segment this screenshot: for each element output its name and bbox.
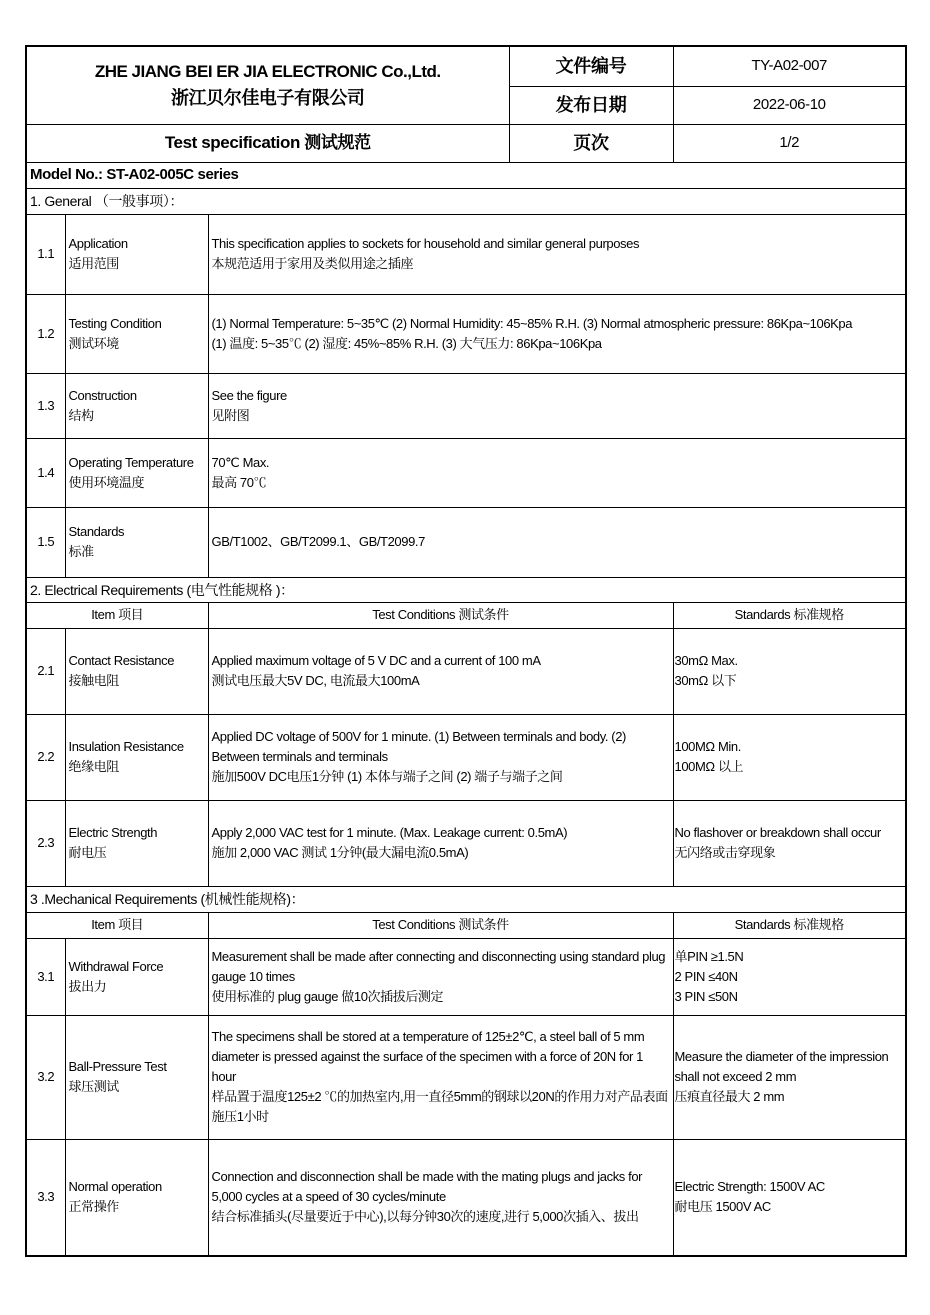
- test-conditions: [208, 800, 673, 886]
- text-line: 结合标准插头(尽量要近于中心),以每分钟30次的速度,进行 5,000次插入、拔出: [211, 1209, 639, 1225]
- item-name-cn: 标准: [68, 544, 94, 559]
- section-general-title: 1. General （一般事项）：: [26, 188, 906, 214]
- col-standards: Standards 标准规格: [673, 912, 906, 938]
- item-name: [65, 373, 208, 438]
- item-content: [208, 214, 906, 294]
- doc-title: Test specification 测试规范: [26, 124, 509, 162]
- item-number: 3.3: [26, 1139, 65, 1256]
- test-conditions: [208, 714, 673, 800]
- date: 2022-06-10: [673, 86, 906, 124]
- item-name: [65, 938, 208, 1015]
- test-conditions: [208, 1015, 673, 1139]
- item-number: 3.1: [26, 938, 65, 1015]
- item-number: 2.2: [26, 714, 65, 800]
- text-line: Applied DC voltage of 500V for 1 minute. (1) Between terminals and body. (2) Between terminals and terminals: [211, 729, 626, 764]
- item-name-en: Insulation Resistance: [68, 739, 184, 754]
- spec-row: [26, 507, 906, 577]
- spec-row: [26, 438, 906, 507]
- item-name-en: Application: [68, 236, 128, 251]
- item-name-en: Operating Temperature: [68, 454, 194, 470]
- text-line: 单PIN ≥1.5N: [674, 948, 744, 964]
- text-line: 测试电压最大5V DC, 电流最大100mA: [211, 673, 420, 688]
- item-name: [65, 800, 208, 886]
- section-electrical-title: 2. Electrical Requirements (电气性能规格 )：: [26, 577, 906, 602]
- standard: [673, 1015, 906, 1139]
- model-number: Model No.: ST-A02-005C series: [26, 162, 906, 188]
- text-line: This specification applies to sockets for household and similar general purposes: [211, 236, 640, 251]
- item-name: [65, 628, 208, 714]
- text-line: Electric Strength: 1500V AC: [674, 1179, 825, 1195]
- text-line: 耐电压 1500V AC: [674, 1199, 771, 1215]
- text-line: (1) Normal Temperature: 5~35℃ (2) Normal Humidity: 45~85% R.H. (3) Normal atmospheric pressure: 86Kpa~106Kpa: [211, 315, 853, 331]
- item-name: [65, 1139, 208, 1256]
- text-line: 2 PIN ≤40N: [674, 968, 738, 984]
- item-name-en: Withdrawal Force: [68, 958, 164, 974]
- text-line: 100MΩ 以上: [674, 759, 744, 774]
- item-name-en: Standards: [68, 524, 125, 539]
- spec-row: [26, 373, 906, 438]
- item-name-en: Normal operation: [68, 1179, 162, 1195]
- text-line: The specimens shall be stored at a temperature of 125±2℃, a steel ball of 5 mm diameter is pressed against the surface of the specimen with a force of 20N for 1 hour: [211, 1029, 645, 1084]
- text-line: 见附图: [211, 407, 250, 423]
- spec-row: [26, 1139, 906, 1256]
- item-name: [65, 438, 208, 507]
- item-name-cn: 结构: [68, 407, 94, 423]
- text-line: 最高 70℃: [211, 474, 267, 490]
- date-label: 发布日期: [509, 86, 673, 124]
- text-line: 施加500V DC电压1分钟 (1) 本体与端子之间 (2) 端子与端子之间: [211, 769, 563, 784]
- item-content: [208, 373, 906, 438]
- item-name-en: Contact Resistance: [68, 653, 175, 668]
- test-conditions: [208, 1139, 673, 1256]
- text-line: Apply 2,000 VAC test for 1 minute. (Max. Leakage current: 0.5mA): [211, 825, 568, 840]
- item-name: [65, 214, 208, 294]
- text-line: Measure the diameter of the impression shall not exceed 2 mm: [674, 1049, 889, 1084]
- test-conditions: [208, 938, 673, 1015]
- item-number: 1.4: [26, 438, 65, 507]
- text-line: 70℃ Max.: [211, 454, 270, 470]
- item-name-en: Construction: [68, 387, 137, 403]
- spec-row: [26, 628, 906, 714]
- item-name-cn: 耐电压: [68, 845, 107, 860]
- spec-row: [26, 714, 906, 800]
- spec-row: [26, 214, 906, 294]
- item-name-cn: 绝缘电阻: [68, 759, 119, 774]
- col-item: Item 项目: [26, 602, 208, 628]
- spec-table: [25, 45, 907, 1257]
- text-line: See the figure: [211, 387, 287, 403]
- item-name-en: Electric Strength: [68, 825, 158, 840]
- spec-row: [26, 938, 906, 1015]
- spec-row: [26, 800, 906, 886]
- item-number: 1.1: [26, 214, 65, 294]
- item-content: [208, 507, 906, 577]
- company-name: [26, 46, 509, 124]
- item-number: 1.2: [26, 294, 65, 373]
- text-line: 样品置于温度125±2 ℃的加热室内,用一直径5mm的钢球以20N的作用力对产品表面施压1小时: [211, 1089, 668, 1124]
- standard: [673, 938, 906, 1015]
- item-number: 1.5: [26, 507, 65, 577]
- page-number: 1/2: [673, 124, 906, 162]
- item-content: [208, 438, 906, 507]
- text-line: 使用标准的 plug gauge 做10次插拔后测定: [211, 988, 444, 1004]
- text-line: 压痕直径最大 2 mm: [674, 1089, 785, 1104]
- company-en: ZHE JIANG BEI ER JIA ELECTRONIC Co.,Ltd.: [94, 62, 441, 82]
- item-name: [65, 507, 208, 577]
- col-conditions: Test Conditions 测试条件: [208, 912, 673, 938]
- item-name-cn: 测试环境: [68, 335, 119, 351]
- doc-no: TY-A02-007: [673, 46, 906, 86]
- text-line: 3 PIN ≤50N: [674, 988, 738, 1004]
- spec-row: [26, 1015, 906, 1139]
- item-name-cn: 球压测试: [68, 1079, 119, 1094]
- item-name: [65, 1015, 208, 1139]
- standard: [673, 800, 906, 886]
- text-line: GB/T1002、GB/T2099.1、GB/T2099.7: [211, 534, 425, 549]
- text-line: Applied maximum voltage of 5 V DC and a current of 100 mA: [211, 653, 541, 668]
- text-line: 施加 2,000 VAC 测试 1分钟(最大漏电流0.5mA): [211, 845, 469, 860]
- col-standards: Standards 标准规格: [673, 602, 906, 628]
- item-number: 1.3: [26, 373, 65, 438]
- text-line: 30mΩ Max.: [674, 653, 738, 668]
- text-line: Measurement shall be made after connecting and disconnecting using standard plug gauge 10 times: [211, 948, 666, 984]
- item-number: 2.1: [26, 628, 65, 714]
- item-name-en: Ball-Pressure Test: [68, 1059, 167, 1074]
- item-name: [65, 714, 208, 800]
- standard: [673, 714, 906, 800]
- text-line: 30mΩ 以下: [674, 673, 737, 688]
- company-cn: 浙江贝尔佳电子有限公司: [170, 88, 365, 109]
- item-name-cn: 适用范围: [68, 256, 119, 271]
- item-content: [208, 294, 906, 373]
- standard: [673, 1139, 906, 1256]
- test-conditions: [208, 628, 673, 714]
- item-number: 2.3: [26, 800, 65, 886]
- text-line: 本规范适用于家用及类似用途之插座: [211, 256, 414, 271]
- item-name-cn: 接触电阻: [68, 673, 119, 688]
- text-line: 无闪络或击穿现象: [674, 845, 776, 860]
- section-mechanical-title: 3 .Mechanical Requirements (机械性能规格)：: [26, 886, 906, 912]
- item-number: 3.2: [26, 1015, 65, 1139]
- standard: [673, 628, 906, 714]
- item-name-en: Testing Condition: [68, 315, 162, 331]
- item-name-cn: 拔出力: [68, 978, 107, 994]
- text-line: No flashover or breakdown shall occur: [674, 825, 881, 840]
- col-item: Item 项目: [26, 912, 208, 938]
- col-conditions: Test Conditions 测试条件: [208, 602, 673, 628]
- doc-no-label: 文件编号: [509, 46, 673, 86]
- text-line: Connection and disconnection shall be made with the mating plugs and jacks for 5,000 cycles at a speed of 30 cycles/minute: [211, 1169, 643, 1205]
- item-name-cn: 使用环境温度: [68, 474, 145, 490]
- text-line: 100MΩ Min.: [674, 739, 741, 754]
- page-label: 页次: [509, 124, 673, 162]
- item-name-cn: 正常操作: [68, 1199, 119, 1215]
- spec-row: [26, 294, 906, 373]
- text-line: (1) 温度: 5~35℃ (2) 湿度: 45%~85% R.H. (3) 大气压力: 86Kpa~106Kpa: [211, 335, 602, 351]
- item-name: [65, 294, 208, 373]
